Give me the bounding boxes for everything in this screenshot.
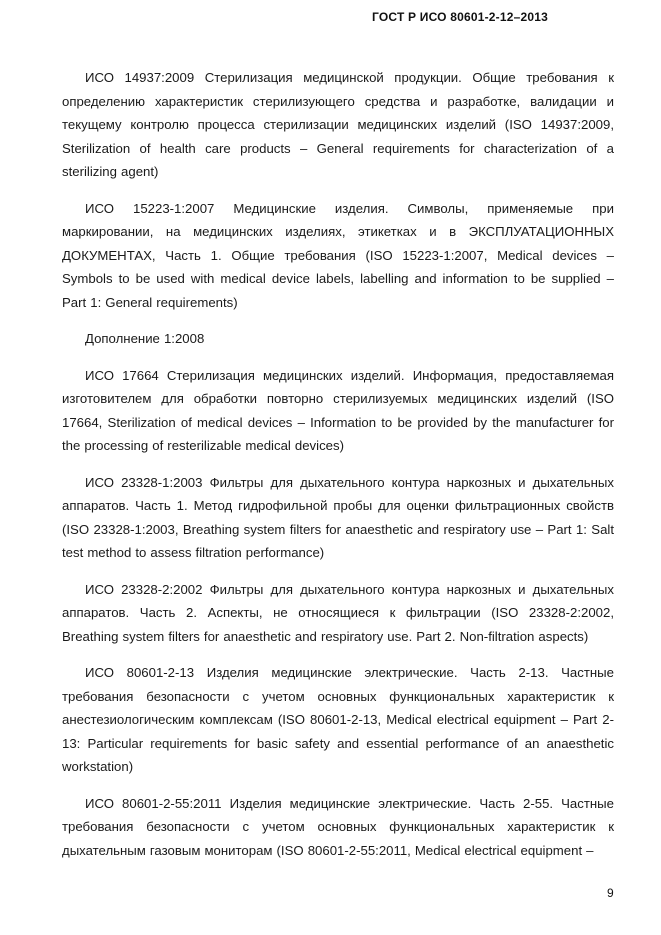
page-number: 9 [607, 886, 614, 900]
reference-iso-23328-2: ИСО 23328-2:2002 Фильтры для дыхательного контура наркозных и дыхательных аппаратов. Часть 2. Аспекты, не относящиеся к фильтрации (ISO 23328-2:2002, Breathing system filters for anaesthetic and respiratory use. Part 2. Non-filtration aspects) [62, 581, 614, 644]
reference-iso-80601-2-55: ИСО 80601-2-55:2011 Изделия медицинские электрические. Часть 2-55. Частные требования безопасности с учетом основных функциональных характеристик к дыхательным газовым мониторам (ISO 80601-2-55:2011, Medical electrical equipment – [62, 795, 614, 858]
reference-iso-14937: ИСО 14937:2009 Стерилизация медицинской продукции. Общие требования к определению характеристик стерилизующего средства и разработке, валидации и текущему контролю процесса стерилизации медицинских изделий (ISO 14937:2009, Sterilization of health care products – General requirements for characterization of a sterilizing agent) [62, 70, 614, 179]
amendment-note: Дополнение 1:2008 [85, 331, 205, 346]
reference-iso-80601-2-13: ИСО 80601-2-13 Изделия медицинские электрические. Часть 2-13. Частные требования безопасности с учетом основных функциональных характеристик к анестезиологическим комплексам (ISO 80601-2-13, Medical electrical equipment – Part 2-13: Particular requirements for basic safety and essential performance of an anaesthetic workstation) [62, 665, 614, 774]
document-header: ГОСТ Р ИСО 80601-2-12–2013 [372, 10, 548, 24]
references-list [62, 66, 614, 875]
reference-iso-17664: ИСО 17664 Стерилизация медицинских изделий. Информация, предоставляемая изготовителем для обработки повторно стерилизуемых медицинских изделий (ISO 17664, Sterilization of medical devices – Information to be provided by the manufacturer for the processing of resterilizable medical devices) [62, 367, 614, 453]
reference-iso-15223-1: ИСО 15223-1:2007 Медицинские изделия. Символы, применяемые при маркировании, на медицинских изделиях, этикетках и в ЭКСПЛУАТАЦИОННЫХ ДОКУМЕНТАХ, Часть 1. Общие требования (ISO 15223-1:2007, Medical devices – Symbols to be used with medical device labels, labelling and information to be supplied – Part 1: General requirements) [62, 200, 614, 310]
reference-iso-23328-1: ИСО 23328-1:2003 Фильтры для дыхательного контура наркозных и дыхательных аппаратов. Часть 1. Метод гидрофильной пробы для оценки фильтрационных свойств (ISO 23328-1:2003, Breathing system filters for anaesthetic and respiratory use – Part 1: Salt test method to assess filtration performance) [62, 474, 614, 560]
